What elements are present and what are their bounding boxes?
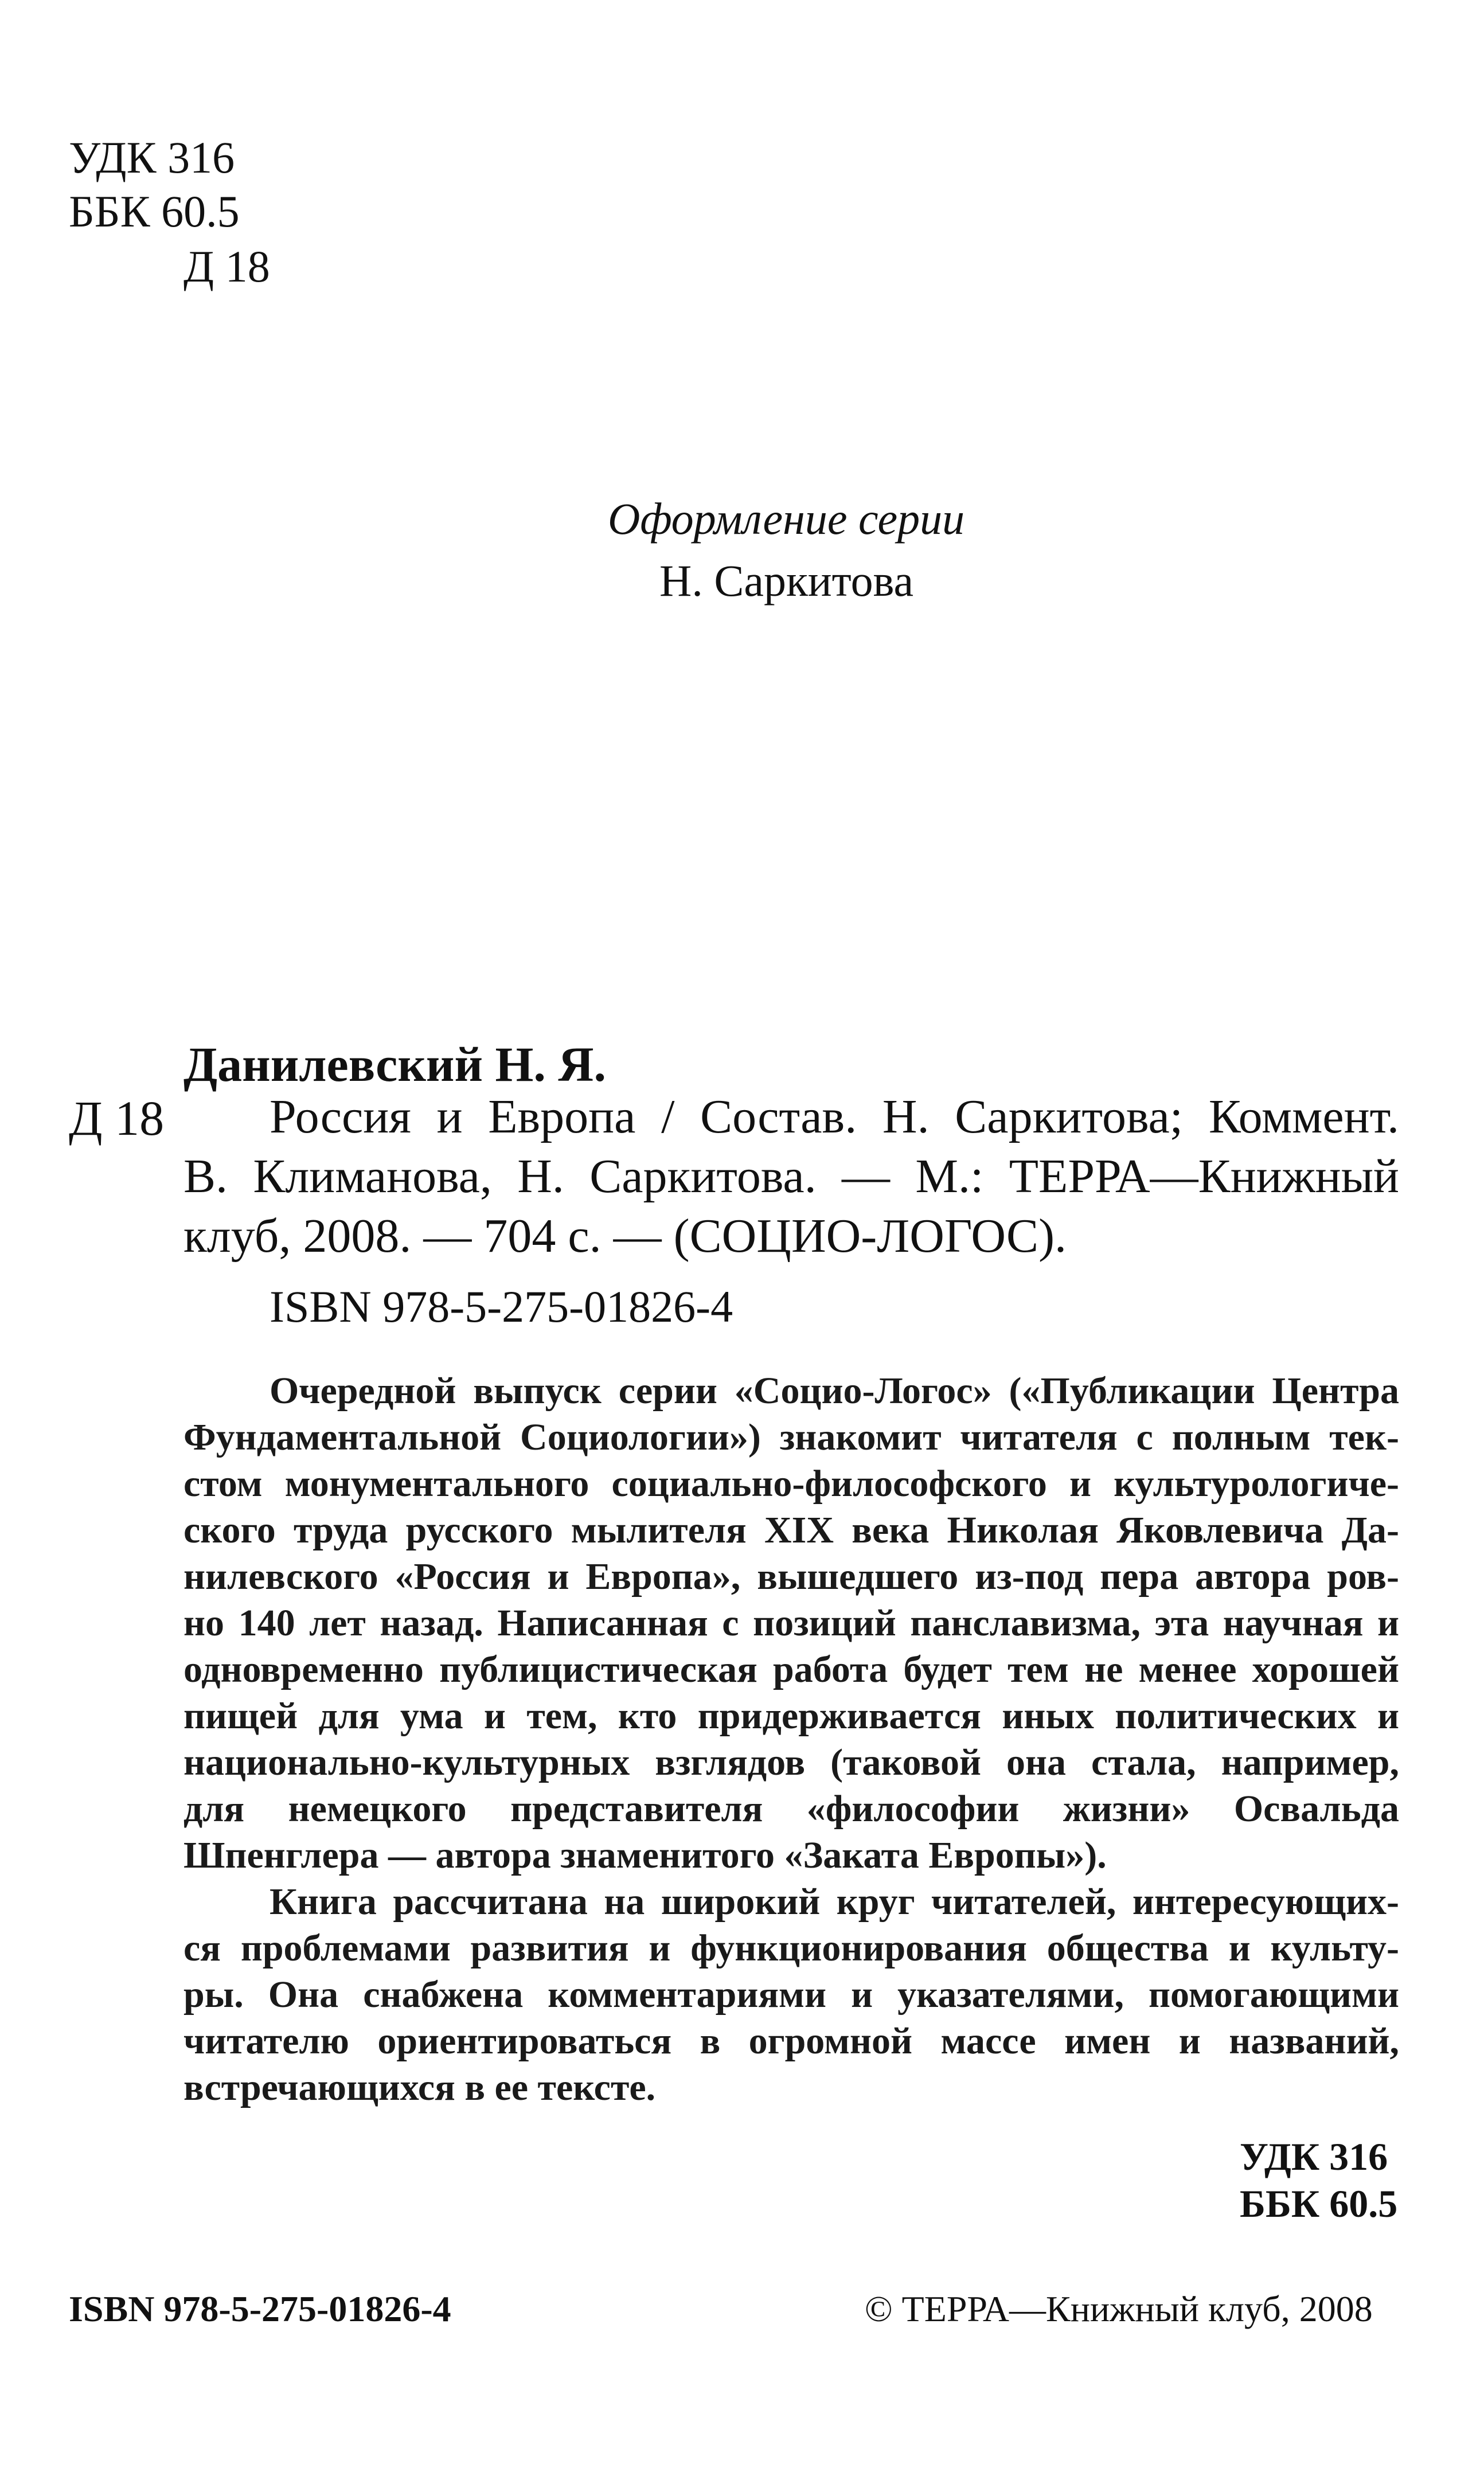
annotation-line: встречающихся в ее тексте. xyxy=(183,2067,656,2108)
annotation-line: стом монументального социально-философского и культурологиче- xyxy=(183,1463,1399,1505)
isbn-entry: ISBN 978-5-275-01826-4 xyxy=(270,1282,733,1331)
annotation-line: ся проблемами развития и функционирования общества и культу- xyxy=(183,1927,1399,1969)
bbk-code-bottom: ББК 60.5 xyxy=(1240,2182,1398,2225)
annotation-line: национально-культурных взглядов (таковой она стала, например, xyxy=(183,1741,1399,1783)
annotation-line: нилевского «Россия и Европа», вышедшего из-под пера автора ров- xyxy=(183,1556,1399,1598)
annotation-paragraph-1 xyxy=(183,1368,1399,1878)
bibliographic-description xyxy=(183,1087,1399,1266)
copyright-notice: © ТЕРРА—Книжный клуб, 2008 xyxy=(865,2288,1373,2329)
annotation-line: Очередной выпуск серии «Социо-Логос» («Публикации Центра xyxy=(270,1370,1399,1412)
annotation-line: ры. Она снабжена комментариями и указателями, помогающими xyxy=(183,1974,1399,2016)
isbn-footer: ISBN 978-5-275-01826-4 xyxy=(69,2288,451,2329)
annotation-line: Фундаментальной Социологии») знакомит читателя с полным тек- xyxy=(183,1416,1399,1458)
annotation-line: для немецкого представителя «философии жизни» Освальда xyxy=(183,1788,1399,1830)
annotation-line: Шпенглера — автора знаменитого «Заката Европы»). xyxy=(183,1834,1107,1876)
bbk-code: ББК 60.5 xyxy=(69,186,240,236)
annotation-line: одновременно публицистическая работа будет тем не менее хорошей xyxy=(183,1649,1399,1690)
annotation-paragraph-2 xyxy=(183,1878,1399,2111)
series-designer-name: Н. Саркитова xyxy=(659,556,914,606)
series-design-label: Оформление серии xyxy=(608,494,965,544)
udk-code: УДК 316 xyxy=(69,132,235,182)
bib-line: клуб, 2008. — 704 с. — (СОЦИО-ЛОГОС). xyxy=(183,1209,1067,1263)
entry-author-sign: Д 18 xyxy=(69,1091,165,1146)
annotation-line: но 140 лет назад. Написанная с позиций панславизма, эта научная и xyxy=(183,1602,1399,1644)
annotation-line: читателю ориентироваться в огромной массе имен и названий, xyxy=(183,2020,1399,2062)
udk-code-bottom: УДК 316 xyxy=(1240,2135,1388,2178)
annotation-line: ского труда русского мылителя XIX века Николая Яковлевича Да- xyxy=(183,1509,1399,1551)
annotation-line: Книга рассчитана на широкий круг читателей, интересующих- xyxy=(270,1881,1399,1923)
author-heading: Данилевский Н. Я. xyxy=(183,1037,607,1092)
bib-line: В. Климанова, Н. Саркитова. — М.: ТЕРРА—Книжный xyxy=(183,1150,1399,1203)
author-sign: Д 18 xyxy=(183,241,270,291)
annotation-line: пищей для ума и тем, кто придерживается иных политических и xyxy=(183,1695,1399,1737)
bib-line: Россия и Европа / Состав. Н. Саркитова; Коммент. xyxy=(270,1090,1399,1143)
